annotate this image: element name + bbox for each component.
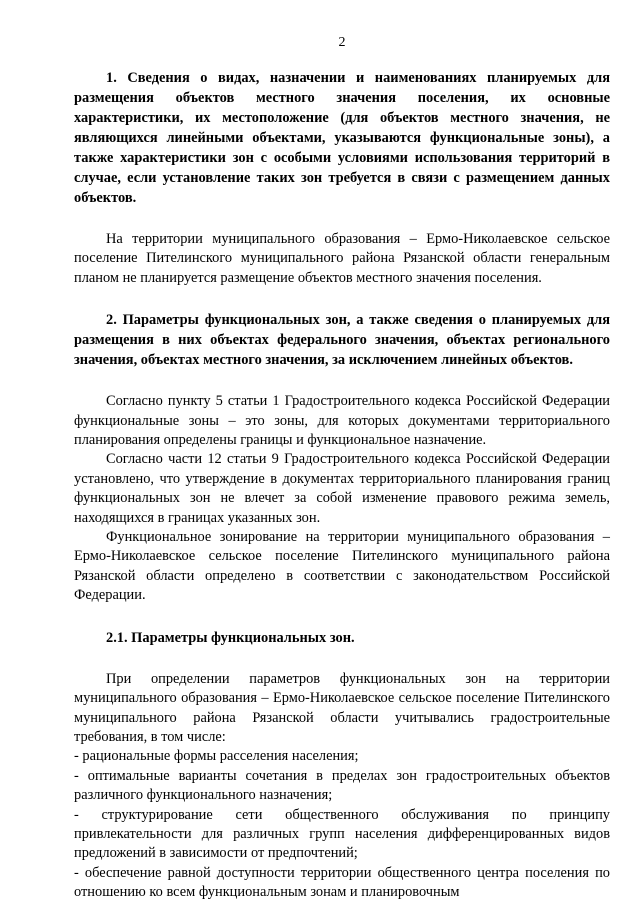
section-1-paragraph: На территории муниципального образования – Ермо-Николаевское сельское поселение Пителинского муниципального района Рязанской области генеральным планом не планируется размещение объектов местного значения поселения. xyxy=(74,231,610,286)
section-2-paragraph-2: Согласно части 12 статьи 9 Градостроительного кодекса Российской Федерации установлено, что утверждение в документах территориального планирования границ функциональных зон не влечет за собой изменение правового режима земель, находящихся в границах указанных зон. xyxy=(74,451,610,526)
list-item: - оптимальные варианты сочетания в пределах зон градостроительных объектов различного функционального назначения; xyxy=(74,767,610,804)
list-item: - структурирование сети общественного обслуживания по принципу привлекательности для различных групп населения дифференцированных видов предложений в зависимости от предпочтений; xyxy=(74,806,610,862)
section-2-1-intro: При определении параметров функциональных зон на территории муниципального образования – Ермо-Николаевское сельское поселение Пителинского муниципального района Рязанской области учитывались градостроительные требования, в том числе: xyxy=(74,670,610,745)
section-1-heading: 1. Сведения о видах, назначении и наименованиях планируемых для размещения объектов местного значения поселения, их основные характеристики, их местоположение (для объектов местного значения, не являющихся линейными объектами, указываются функциональные зоны), а также характеристики зон с особыми условиями использования территорий в случае, если установление таких зон требуется в связи с размещением данных объектов. xyxy=(74,70,610,206)
section-2-paragraph-1: Согласно пункту 5 статьи 1 Градостроительного кодекса Российской Федерации функциональные зоны – это зоны, для которых документами территориального планирования определены границы и функциональное назначение. xyxy=(74,393,610,449)
section-2-1-heading: 2.1. Параметры функциональных зон. xyxy=(106,629,355,646)
section-2-paragraph-3: Функциональное зонирование на территории муниципального образования – Ермо-Николаевское сельское поселение Пителинского муниципального района Рязанской области определено в соответствии с законодательством Российской Федерации. xyxy=(74,529,610,604)
list-item: - рациональные формы расселения населения; xyxy=(74,748,359,765)
section-2-heading: 2. Параметры функциональных зон, а также сведения о планируемых для размещения в них объектах федерального значения, объектах регионального значения, объектах местного значения, за исключением линейных объектов. xyxy=(74,312,610,369)
page-number: 2 xyxy=(338,35,346,50)
list-item: - обеспечение равной доступности территории общественного центра поселения по отношению ко всем функциональным зонам и планировочным xyxy=(74,864,610,901)
